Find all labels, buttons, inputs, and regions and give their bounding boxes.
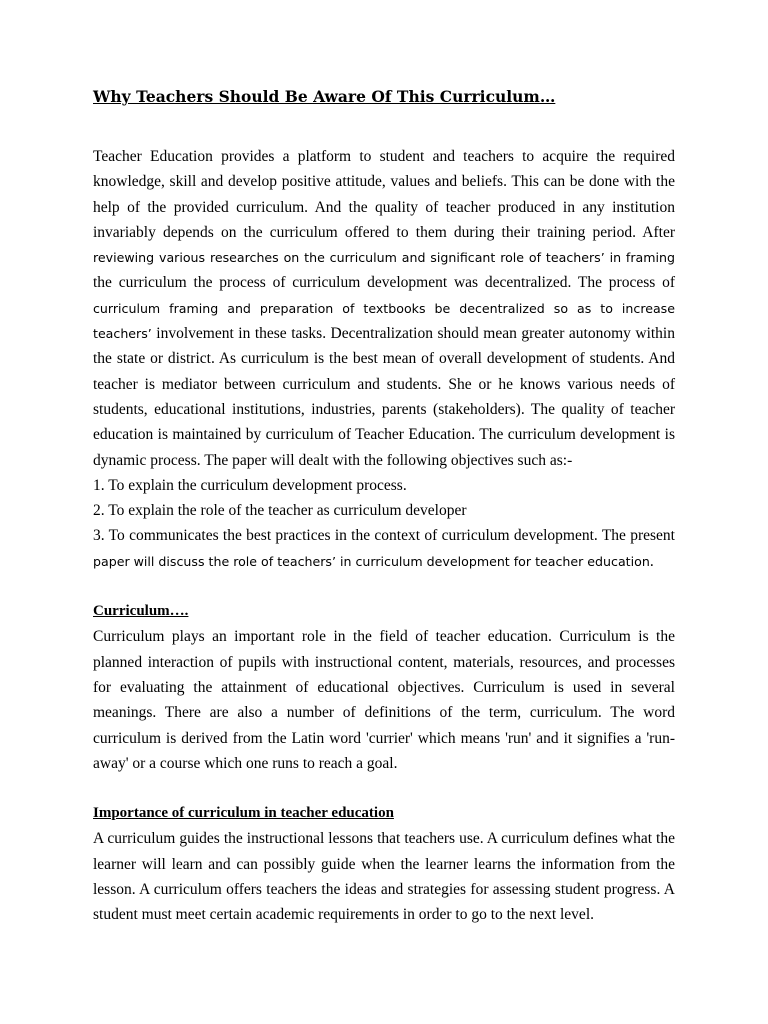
intro-paragraph xyxy=(93,144,675,473)
section-heading-curriculum: Curriculum…. xyxy=(93,603,189,620)
objective-1: 1. To explain the curriculum development process. xyxy=(93,476,407,494)
document-page xyxy=(93,84,675,928)
intro-text-5: involvement in these tasks. Decentralization should mean greater autonomy within the state or district. As curriculum is the best mean of overall development of students. And teacher is mediator between curriculum and students. She or he knows various needs of students, educational institutions, industries, parents (stakeholders). The quality of teacher education is maintained by curriculum of Teacher Education. The curriculum development is dynamic process. The paper will dealt with the following objectives such as:- xyxy=(93,325,675,469)
section-body-curriculum: Curriculum plays an important role in the field of teacher education. Curriculum is the planned interaction of pupils with instructional content, materials, resources, and processes for evaluating the attainment of educational objectives. Curriculum is used in several meanings. There are also a number of definitions of the term, curriculum. The word curriculum is derived from the Latin word 'currier' which means 'run' and it signifies a 'run-away' or a course which one runs to reach a goal. xyxy=(93,628,675,772)
objective-3 xyxy=(93,523,675,574)
intro-text-2: reviewing various researches on the curriculum and significant role of teachers’ in framing xyxy=(93,250,675,266)
objective-2: 2. To explain the role of the teacher as curriculum developer xyxy=(93,502,467,520)
objective-3-end: . xyxy=(649,552,654,570)
objective-3-tail: paper will discuss the role of teachers’ in curriculum development for teacher education xyxy=(93,553,650,569)
intro-text-4: curriculum framing and preparation of textbooks be decentralized so as to increase teachers’ xyxy=(93,300,675,342)
intro-text-3: the curriculum the process of curriculum development was decentralized. The process of xyxy=(93,274,675,292)
intro-text-1: Teacher Education provides a platform to student and teachers to acquire the required knowledge, skill and develop positive attitude, values and beliefs. This can be done with the help of the provided curriculum. And the quality of teacher produced in any institution invariably depends on the curriculum offered to them during their training period. After xyxy=(93,148,675,241)
section-heading-importance: Importance of curriculum in teacher education xyxy=(93,805,394,822)
section-body-importance: A curriculum guides the instructional lessons that teachers use. A curriculum defines what the learner will learn and can possibly guide when the learner learns the information from the lesson. A curriculum offers teachers the ideas and strategies for assessing student progress. A student must meet certain academic requirements in order to go to the next level. xyxy=(93,830,675,924)
document-title: Why Teachers Should Be Aware Of This Curriculum… xyxy=(93,87,556,106)
objective-3-text: 3. To communicates the best practices in the context of curriculum development. The present xyxy=(93,527,675,545)
